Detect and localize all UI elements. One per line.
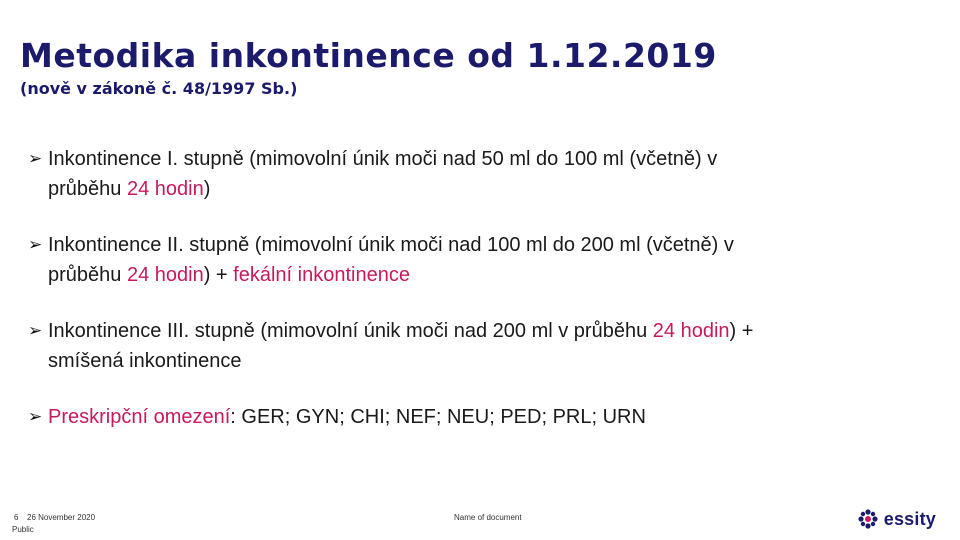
highlighted-text: Preskripční omezení xyxy=(48,406,231,428)
text-segment: smíšená inkontinence xyxy=(48,350,242,372)
bullet-item-1 xyxy=(28,144,908,204)
text-segment: ) xyxy=(203,178,211,200)
text-segment: průběhu xyxy=(48,178,127,200)
highlighted-text: fekální inkontinence xyxy=(233,264,410,286)
text-segment: Inkontinence I. stupně (mimovolní únik moči nad 50 ml do 100 ml (včetně) v xyxy=(48,148,718,170)
text-segment: ) + xyxy=(729,320,754,342)
bullet-text xyxy=(48,316,908,376)
essity-flower-icon xyxy=(857,508,879,530)
bullet-text xyxy=(48,402,908,432)
bullet-line xyxy=(48,346,908,376)
highlighted-text: 24 hodin xyxy=(126,178,204,200)
bullet-line xyxy=(48,260,908,290)
bullet-item-4 xyxy=(28,402,908,432)
arrow-bullet-icon: ➢ xyxy=(28,407,43,426)
slide-title: Metodika inkontinence od 1.12.2019 xyxy=(20,36,717,75)
bullet-item-2 xyxy=(28,230,908,290)
arrow-bullet-icon: ➢ xyxy=(28,235,43,254)
bullet-line xyxy=(48,174,908,204)
arrow-bullet-icon: ➢ xyxy=(28,149,43,168)
bullet-line xyxy=(48,230,908,260)
essity-logo xyxy=(857,506,936,532)
footer-classification: Public xyxy=(12,525,34,534)
text-segment: Inkontinence II. stupně (mimovolní únik moči nad 100 ml do 200 ml (včetně) v xyxy=(48,234,734,256)
bullet-text xyxy=(48,144,908,204)
logo-wordmark: essity xyxy=(883,508,936,529)
bullet-list xyxy=(28,144,908,432)
text-segment: ) + xyxy=(203,264,234,286)
text-segment: : GER; GYN; CHI; NEF; NEU; PED; PRL; URN xyxy=(230,406,646,428)
bullet-line xyxy=(48,144,908,174)
highlighted-text: 24 hodin xyxy=(126,264,204,286)
footer-document-name: Name of document xyxy=(454,513,522,522)
slide-subtitle: (nově v zákoně č. 48/1997 Sb.) xyxy=(20,79,298,98)
bullet-item-3 xyxy=(28,316,908,376)
highlighted-text: 24 hodin xyxy=(652,320,730,342)
footer-date: 26 November 2020 xyxy=(27,513,96,522)
bullet-line xyxy=(48,402,908,432)
footer-page-number: 6 xyxy=(14,513,19,522)
bullet-text xyxy=(48,230,908,290)
bullet-line xyxy=(48,316,908,346)
text-segment: Inkontinence III. stupně (mimovolní únik moči nad 200 ml v průběhu xyxy=(48,320,653,342)
text-segment: průběhu xyxy=(48,264,127,286)
arrow-bullet-icon: ➢ xyxy=(28,321,43,340)
